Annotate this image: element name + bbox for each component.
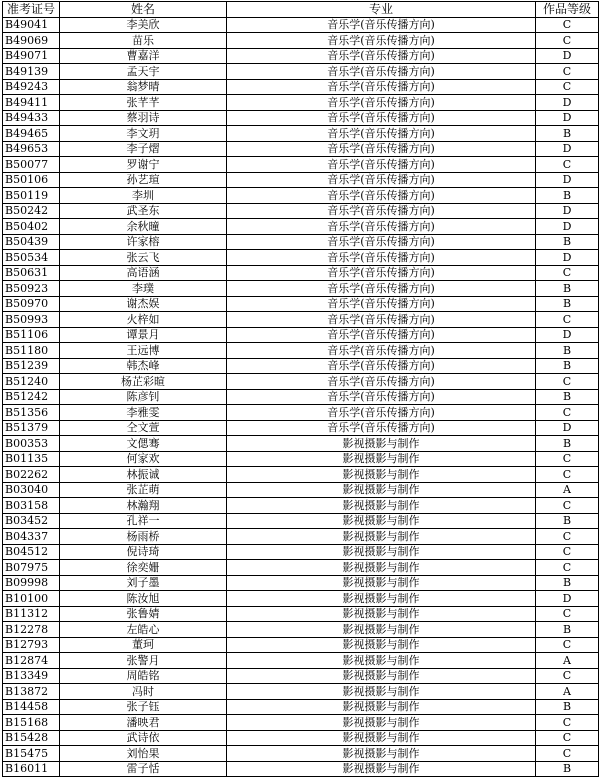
table-row <box>3 622 599 638</box>
table-row <box>3 188 599 204</box>
exam-number-cell: B11312 <box>3 606 60 622</box>
student-name-cell: 高语涵 <box>60 265 227 281</box>
major-cell: 影视摄影与制作 <box>227 436 536 452</box>
table-row <box>3 529 599 545</box>
major-cell: 音乐学(音乐传播方向) <box>227 157 536 173</box>
exam-number-cell: B12793 <box>3 637 60 653</box>
exam-number-cell: B51240 <box>3 374 60 390</box>
table-row <box>3 172 599 188</box>
exam-number-cell: B49069 <box>3 33 60 49</box>
grade-cell: B <box>536 389 599 405</box>
student-name-cell: 倪诗琦 <box>60 544 227 560</box>
exam-number-cell: B02262 <box>3 467 60 483</box>
student-name-cell: 余秋曈 <box>60 219 227 235</box>
exam-number-cell: B10100 <box>3 591 60 607</box>
table-row <box>3 467 599 483</box>
student-name-cell: 火梓如 <box>60 312 227 328</box>
exam-number-cell: B49071 <box>3 48 60 64</box>
grade-cell: A <box>536 684 599 700</box>
student-name-cell: 苗乐 <box>60 33 227 49</box>
exam-number-cell: B16011 <box>3 761 60 777</box>
exam-number-cell: B12278 <box>3 622 60 638</box>
table-row <box>3 405 599 421</box>
grade-cell: C <box>536 668 599 684</box>
table-row <box>3 281 599 297</box>
table-row <box>3 48 599 64</box>
header-exam-number: 准考证号 <box>3 2 60 18</box>
student-name-cell: 孙艺瑄 <box>60 172 227 188</box>
grade-cell: C <box>536 33 599 49</box>
table-row <box>3 591 599 607</box>
major-cell: 影视摄影与制作 <box>227 699 536 715</box>
table-row <box>3 637 599 653</box>
exam-number-cell: B50534 <box>3 250 60 266</box>
exam-number-cell: B13349 <box>3 668 60 684</box>
table-row <box>3 746 599 762</box>
student-name-cell: 谭景月 <box>60 327 227 343</box>
grade-cell: B <box>536 358 599 374</box>
table-row <box>3 575 599 591</box>
exam-number-cell: B51239 <box>3 358 60 374</box>
table-row <box>3 653 599 669</box>
table-row <box>3 234 599 250</box>
grade-cell: D <box>536 95 599 111</box>
exam-number-cell: B49433 <box>3 110 60 126</box>
grade-cell: C <box>536 498 599 514</box>
exam-number-cell: B51379 <box>3 420 60 436</box>
grade-cell: B <box>536 513 599 529</box>
grade-cell: C <box>536 405 599 421</box>
major-cell: 影视摄影与制作 <box>227 622 536 638</box>
table-row <box>3 761 599 777</box>
major-cell: 音乐学(音乐传播方向) <box>227 95 536 111</box>
major-cell: 影视摄影与制作 <box>227 761 536 777</box>
table-row <box>3 389 599 405</box>
student-name-cell: 张鲁婧 <box>60 606 227 622</box>
exam-number-cell: B15168 <box>3 715 60 731</box>
exam-number-cell: B51356 <box>3 405 60 421</box>
major-cell: 影视摄影与制作 <box>227 730 536 746</box>
student-name-cell: 张子钰 <box>60 699 227 715</box>
major-cell: 影视摄影与制作 <box>227 467 536 483</box>
grade-cell: C <box>536 544 599 560</box>
student-name-cell: 潘映君 <box>60 715 227 731</box>
major-cell: 影视摄影与制作 <box>227 715 536 731</box>
grade-cell: B <box>536 699 599 715</box>
student-name-cell: 何家欢 <box>60 451 227 467</box>
major-cell: 影视摄影与制作 <box>227 668 536 684</box>
major-cell: 音乐学(音乐传播方向) <box>227 64 536 80</box>
student-name-cell: 杨雨桥 <box>60 529 227 545</box>
student-name-cell: 孟天宇 <box>60 64 227 80</box>
student-name-cell: 李圳 <box>60 188 227 204</box>
major-cell: 影视摄影与制作 <box>227 653 536 669</box>
grade-cell: B <box>536 343 599 359</box>
student-name-cell: 蔡羽诗 <box>60 110 227 126</box>
major-cell: 影视摄影与制作 <box>227 684 536 700</box>
grade-cell: D <box>536 327 599 343</box>
student-name-cell: 雷子恬 <box>60 761 227 777</box>
exam-number-cell: B50993 <box>3 312 60 328</box>
table-row <box>3 64 599 80</box>
table-row <box>3 126 599 142</box>
table-row <box>3 684 599 700</box>
grade-cell: C <box>536 606 599 622</box>
table-row <box>3 513 599 529</box>
student-name-cell: 孔祥一 <box>60 513 227 529</box>
exam-number-cell: B50077 <box>3 157 60 173</box>
exam-number-cell: B15475 <box>3 746 60 762</box>
student-name-cell: 文偲骞 <box>60 436 227 452</box>
exam-number-cell: B49139 <box>3 64 60 80</box>
grade-cell: C <box>536 467 599 483</box>
student-name-cell: 董珂 <box>60 637 227 653</box>
student-name-cell: 仝文萱 <box>60 420 227 436</box>
student-name-cell: 武诗依 <box>60 730 227 746</box>
student-name-cell: 刘子墨 <box>60 575 227 591</box>
exam-number-cell: B04512 <box>3 544 60 560</box>
table-row <box>3 157 599 173</box>
major-cell: 影视摄影与制作 <box>227 529 536 545</box>
grade-cell: C <box>536 715 599 731</box>
student-name-cell: 谢杰娱 <box>60 296 227 312</box>
table-row <box>3 715 599 731</box>
major-cell: 影视摄影与制作 <box>227 575 536 591</box>
exam-number-cell: B50119 <box>3 188 60 204</box>
student-name-cell: 林瀚翔 <box>60 498 227 514</box>
grade-cell: C <box>536 374 599 390</box>
grade-cell: D <box>536 591 599 607</box>
table-row <box>3 95 599 111</box>
exam-number-cell: B04337 <box>3 529 60 545</box>
grade-cell: C <box>536 157 599 173</box>
table-row <box>3 203 599 219</box>
exam-number-cell: B51242 <box>3 389 60 405</box>
major-cell: 音乐学(音乐传播方向) <box>227 110 536 126</box>
exam-number-cell: B50106 <box>3 172 60 188</box>
major-cell: 音乐学(音乐传播方向) <box>227 188 536 204</box>
student-name-cell: 张警月 <box>60 653 227 669</box>
student-name-cell: 左皓心 <box>60 622 227 638</box>
table-row <box>3 79 599 95</box>
exam-number-cell: B03452 <box>3 513 60 529</box>
table-row <box>3 312 599 328</box>
major-cell: 音乐学(音乐传播方向) <box>227 234 536 250</box>
exam-number-cell: B50970 <box>3 296 60 312</box>
table-row <box>3 327 599 343</box>
grade-cell: C <box>536 265 599 281</box>
grade-cell: C <box>536 312 599 328</box>
grade-cell: A <box>536 653 599 669</box>
table-row <box>3 343 599 359</box>
exam-number-cell: B03158 <box>3 498 60 514</box>
table-row <box>3 482 599 498</box>
table-row <box>3 358 599 374</box>
student-name-cell: 陈彦钊 <box>60 389 227 405</box>
student-name-cell: 张芷萌 <box>60 482 227 498</box>
exam-number-cell: B49243 <box>3 79 60 95</box>
major-cell: 影视摄影与制作 <box>227 498 536 514</box>
major-cell: 音乐学(音乐传播方向) <box>227 296 536 312</box>
table-row <box>3 141 599 157</box>
major-cell: 音乐学(音乐传播方向) <box>227 126 536 142</box>
major-cell: 音乐学(音乐传播方向) <box>227 219 536 235</box>
exam-number-cell: B51180 <box>3 343 60 359</box>
grade-cell: B <box>536 126 599 142</box>
major-cell: 影视摄影与制作 <box>227 451 536 467</box>
exam-number-cell: B09998 <box>3 575 60 591</box>
grade-cell: C <box>536 17 599 33</box>
exam-number-cell: B15428 <box>3 730 60 746</box>
exam-number-cell: B49653 <box>3 141 60 157</box>
major-cell: 影视摄影与制作 <box>227 746 536 762</box>
major-cell: 音乐学(音乐传播方向) <box>227 343 536 359</box>
grade-cell: C <box>536 529 599 545</box>
exam-number-cell: B50631 <box>3 265 60 281</box>
exam-number-cell: B13872 <box>3 684 60 700</box>
exam-number-cell: B01135 <box>3 451 60 467</box>
exam-number-cell: B50923 <box>3 281 60 297</box>
grade-cell: C <box>536 64 599 80</box>
major-cell: 音乐学(音乐传播方向) <box>227 420 536 436</box>
table-row <box>3 420 599 436</box>
major-cell: 音乐学(音乐传播方向) <box>227 265 536 281</box>
major-cell: 音乐学(音乐传播方向) <box>227 141 536 157</box>
major-cell: 影视摄影与制作 <box>227 560 536 576</box>
student-name-cell: 李雅雯 <box>60 405 227 421</box>
student-name-cell: 翁梦晴 <box>60 79 227 95</box>
header-row <box>3 2 599 18</box>
table-row <box>3 436 599 452</box>
grade-cell: B <box>536 622 599 638</box>
student-name-cell: 李璞 <box>60 281 227 297</box>
grade-cell: D <box>536 141 599 157</box>
student-name-cell: 李子熠 <box>60 141 227 157</box>
grade-cell: D <box>536 203 599 219</box>
exam-number-cell: B50242 <box>3 203 60 219</box>
student-name-cell: 李文玥 <box>60 126 227 142</box>
major-cell: 影视摄影与制作 <box>227 637 536 653</box>
major-cell: 音乐学(音乐传播方向) <box>227 405 536 421</box>
student-name-cell: 曹嘉洋 <box>60 48 227 64</box>
major-cell: 影视摄影与制作 <box>227 482 536 498</box>
grade-cell: D <box>536 420 599 436</box>
table-row <box>3 560 599 576</box>
grade-cell: A <box>536 482 599 498</box>
major-cell: 影视摄影与制作 <box>227 591 536 607</box>
exam-number-cell: B14458 <box>3 699 60 715</box>
grade-cell: D <box>536 250 599 266</box>
table-row <box>3 544 599 560</box>
student-name-cell: 杨芷彩暄 <box>60 374 227 390</box>
grade-cell: B <box>536 575 599 591</box>
major-cell: 影视摄影与制作 <box>227 513 536 529</box>
grade-cell: B <box>536 436 599 452</box>
major-cell: 音乐学(音乐传播方向) <box>227 374 536 390</box>
exam-number-cell: B49411 <box>3 95 60 111</box>
table-row <box>3 374 599 390</box>
major-cell: 音乐学(音乐传播方向) <box>227 48 536 64</box>
exam-number-cell: B49041 <box>3 17 60 33</box>
table-row <box>3 730 599 746</box>
table-row <box>3 668 599 684</box>
results-table <box>2 1 599 777</box>
major-cell: 音乐学(音乐传播方向) <box>227 79 536 95</box>
grade-cell: D <box>536 219 599 235</box>
table-row <box>3 250 599 266</box>
grade-cell: D <box>536 110 599 126</box>
table-row <box>3 17 599 33</box>
student-name-cell: 刘怡果 <box>60 746 227 762</box>
grade-cell: B <box>536 234 599 250</box>
header-major: 专业 <box>227 2 536 18</box>
grade-cell: C <box>536 746 599 762</box>
exam-number-cell: B49465 <box>3 126 60 142</box>
grade-cell: D <box>536 48 599 64</box>
student-name-cell: 陈汝旭 <box>60 591 227 607</box>
grade-cell: B <box>536 281 599 297</box>
major-cell: 音乐学(音乐传播方向) <box>227 172 536 188</box>
table-row <box>3 699 599 715</box>
major-cell: 音乐学(音乐传播方向) <box>227 327 536 343</box>
table-row <box>3 110 599 126</box>
grade-cell: C <box>536 79 599 95</box>
major-cell: 影视摄影与制作 <box>227 544 536 560</box>
table-row <box>3 451 599 467</box>
grade-cell: B <box>536 296 599 312</box>
table-row <box>3 296 599 312</box>
grade-cell: C <box>536 560 599 576</box>
grade-cell: C <box>536 730 599 746</box>
header-grade: 作品等级 <box>536 2 599 18</box>
student-name-cell: 武圣东 <box>60 203 227 219</box>
table-row <box>3 498 599 514</box>
header-name: 姓名 <box>60 2 227 18</box>
student-name-cell: 张云飞 <box>60 250 227 266</box>
student-name-cell: 许家榕 <box>60 234 227 250</box>
major-cell: 音乐学(音乐传播方向) <box>227 17 536 33</box>
student-name-cell: 韩杰峰 <box>60 358 227 374</box>
table-row <box>3 265 599 281</box>
grade-cell: D <box>536 172 599 188</box>
exam-number-cell: B12874 <box>3 653 60 669</box>
major-cell: 影视摄影与制作 <box>227 606 536 622</box>
exam-number-cell: B00353 <box>3 436 60 452</box>
student-name-cell: 王远博 <box>60 343 227 359</box>
grade-cell: B <box>536 761 599 777</box>
table-body <box>3 17 599 777</box>
exam-number-cell: B03040 <box>3 482 60 498</box>
student-name-cell: 冯时 <box>60 684 227 700</box>
grade-cell: C <box>536 637 599 653</box>
student-name-cell: 罗谢宁 <box>60 157 227 173</box>
major-cell: 音乐学(音乐传播方向) <box>227 358 536 374</box>
exam-number-cell: B51106 <box>3 327 60 343</box>
major-cell: 音乐学(音乐传播方向) <box>227 312 536 328</box>
student-name-cell: 林振诚 <box>60 467 227 483</box>
major-cell: 音乐学(音乐传播方向) <box>227 203 536 219</box>
exam-number-cell: B50439 <box>3 234 60 250</box>
exam-number-cell: B50402 <box>3 219 60 235</box>
table-row <box>3 606 599 622</box>
student-name-cell: 张芊芊 <box>60 95 227 111</box>
student-name-cell: 李美欣 <box>60 17 227 33</box>
grade-cell: B <box>536 188 599 204</box>
student-name-cell: 徐奕姗 <box>60 560 227 576</box>
grade-cell: C <box>536 451 599 467</box>
exam-number-cell: B07975 <box>3 560 60 576</box>
major-cell: 音乐学(音乐传播方向) <box>227 389 536 405</box>
major-cell: 音乐学(音乐传播方向) <box>227 33 536 49</box>
major-cell: 音乐学(音乐传播方向) <box>227 250 536 266</box>
table-row <box>3 219 599 235</box>
student-name-cell: 周皓铭 <box>60 668 227 684</box>
table-row <box>3 33 599 49</box>
major-cell: 音乐学(音乐传播方向) <box>227 281 536 297</box>
